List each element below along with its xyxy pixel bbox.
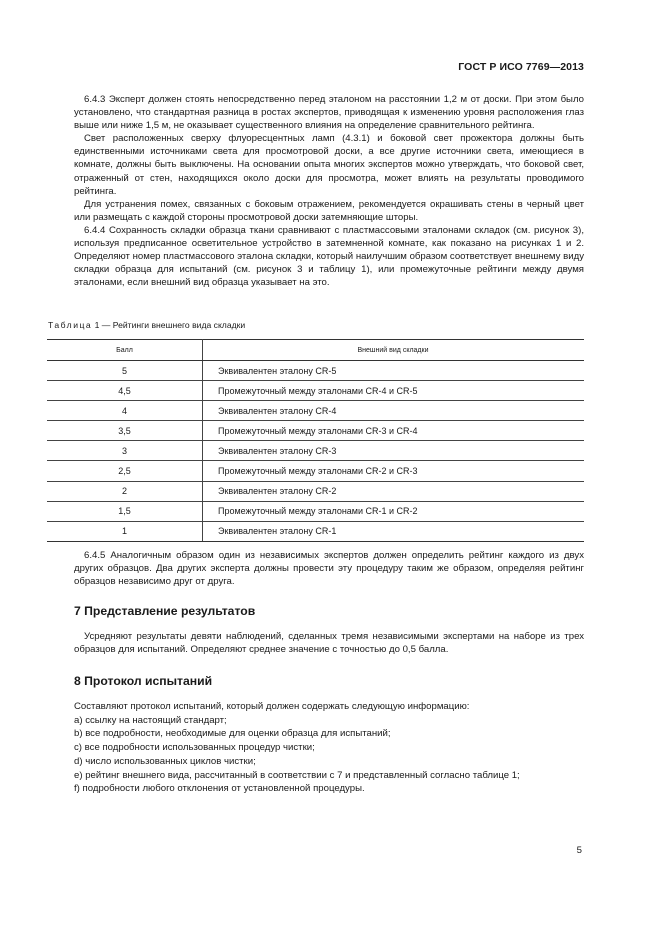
cell-score: 1 bbox=[47, 521, 203, 541]
header-appearance: Внешний вид складки bbox=[203, 340, 585, 361]
table-header-row bbox=[47, 340, 584, 361]
section-7-title: 7 Представление результатов bbox=[74, 604, 256, 618]
section-8-title: 8 Протокол испытаний bbox=[74, 674, 213, 688]
page-number: 5 bbox=[576, 845, 582, 856]
paragraph-lighting: Свет расположенных сверху флуоресцентных ламп (4.3.1) и боковой свет прожектора должны быть единственными источниками света для просмотровой доски, а все другие источники света, имеющиеся в комнате, должны быть выключены. На основании опыта многих экспертов можно утверждать, что боковой свет, отраженный от стен, находящихся около доски для просмотра, может влиять на результаты проводимого рейтинга. bbox=[74, 133, 584, 197]
table-row bbox=[47, 441, 584, 461]
paragraph-reflection: Для устранения помех, связанных с боковым отражением, рекомендуется окрашивать стены в черный цвет или размещать с каждой стороны просмотровой доски затемняющие шторы. bbox=[74, 198, 584, 223]
list-item: c) все подробности использованных процедур чистки; bbox=[74, 742, 315, 754]
cell-appearance: Промежуточный между эталонами CR-3 и CR-4 bbox=[203, 421, 585, 441]
cell-score: 3 bbox=[47, 441, 203, 461]
list-intro: Составляют протокол испытаний, который должен содержать следующую информацию: bbox=[74, 701, 470, 712]
table-row bbox=[47, 381, 584, 401]
table-caption-title: 1 — Рейтинги внешнего вида складки bbox=[92, 320, 246, 330]
cell-score: 4,5 bbox=[47, 381, 203, 401]
paragraph-645: 6.4.5 Аналогичным образом один из независимых экспертов должен определить рейтинг каждого из двух других образцов. Два других эксперта должны провести эту процедуру таким же образом, определяя рейтинг образцов независимо друг от друга. bbox=[74, 550, 584, 588]
rating-table bbox=[47, 339, 584, 542]
body-text-top bbox=[74, 93, 584, 289]
paragraph-643: 6.4.3 Эксперт должен стоять непосредственно перед эталоном на расстоянии 1,2 м от доски. При этом было установлено, что стандартная разница в ростах экспертов, приводящая к изменению уровня расположения глаз выше или ниже 1,5 м, не оказывает существенного влияния на определение сравнительного рейтинга. bbox=[74, 94, 584, 132]
cell-appearance: Эквивалентен эталону CR-5 bbox=[203, 361, 585, 381]
cell-appearance: Промежуточный между эталонами CR-2 и CR-3 bbox=[203, 461, 585, 481]
body-text-645 bbox=[74, 549, 584, 588]
table-caption-word: Таблица bbox=[48, 320, 93, 330]
list-item: e) рейтинг внешнего вида, рассчитанный в соответствии с 7 и представленный согласно таблице 1; bbox=[74, 769, 520, 781]
cell-appearance: Эквивалентен эталону CR-3 bbox=[203, 441, 585, 461]
standard-header: ГОСТ Р ИСО 7769—2013 bbox=[458, 61, 584, 73]
cell-appearance: Промежуточный между эталонами CR-4 и CR-5 bbox=[203, 381, 585, 401]
table-row bbox=[47, 421, 584, 441]
header-score: Балл bbox=[47, 340, 203, 361]
cell-score: 5 bbox=[47, 361, 203, 381]
list-item: f) подробности любого отклонения от установленной процедуры. bbox=[74, 783, 365, 795]
section-7-text: Усредняют результаты девяти наблюдений, сделанных тремя независимыми экспертами на наборе из трех образцов для испытаний. Определяют среднее значение с точностью до 0,5 балла. bbox=[74, 631, 584, 656]
cell-score: 4 bbox=[47, 401, 203, 421]
cell-appearance: Эквивалентен эталону CR-2 bbox=[203, 481, 585, 501]
cell-appearance: Эквивалентен эталону CR-1 bbox=[203, 521, 585, 541]
table-row bbox=[47, 521, 584, 541]
cell-appearance: Эквивалентен эталону CR-4 bbox=[203, 401, 585, 421]
table-row bbox=[47, 481, 584, 501]
cell-appearance: Промежуточный между эталонами CR-1 и CR-2 bbox=[203, 501, 585, 521]
list-item: b) все подробности, необходимые для оценки образца для испытаний; bbox=[74, 728, 391, 740]
cell-score: 2,5 bbox=[47, 461, 203, 481]
cell-score: 2 bbox=[47, 481, 203, 501]
section-7-body bbox=[74, 630, 584, 656]
table-row bbox=[47, 401, 584, 421]
table-caption bbox=[48, 320, 245, 330]
table-row bbox=[47, 361, 584, 381]
cell-score: 1,5 bbox=[47, 501, 203, 521]
list-item: d) число использованных циклов чистки; bbox=[74, 755, 256, 767]
table-row bbox=[47, 461, 584, 481]
section-8-body bbox=[74, 700, 584, 796]
paragraph-644: 6.4.4 Сохранность складки образца ткани сравнивают с пластмассовыми эталонами складок (см. рисунок 3), используя предписанное осветительное устройство в затемненной комнате, как показано на рисунках 1 и 2. Определяют номер пластмассового эталона складки, который наилучшим образом соответствует внешнему виду складки образца для испытаний (см. рисунок 3 и таблицу 1), или промежуточные рейтинги между двумя эталонами, если внешний вид образца указывает на это. bbox=[74, 224, 584, 289]
list-item: a) ссылку на настоящий стандарт; bbox=[74, 714, 227, 726]
table-row bbox=[47, 501, 584, 521]
cell-score: 3,5 bbox=[47, 421, 203, 441]
